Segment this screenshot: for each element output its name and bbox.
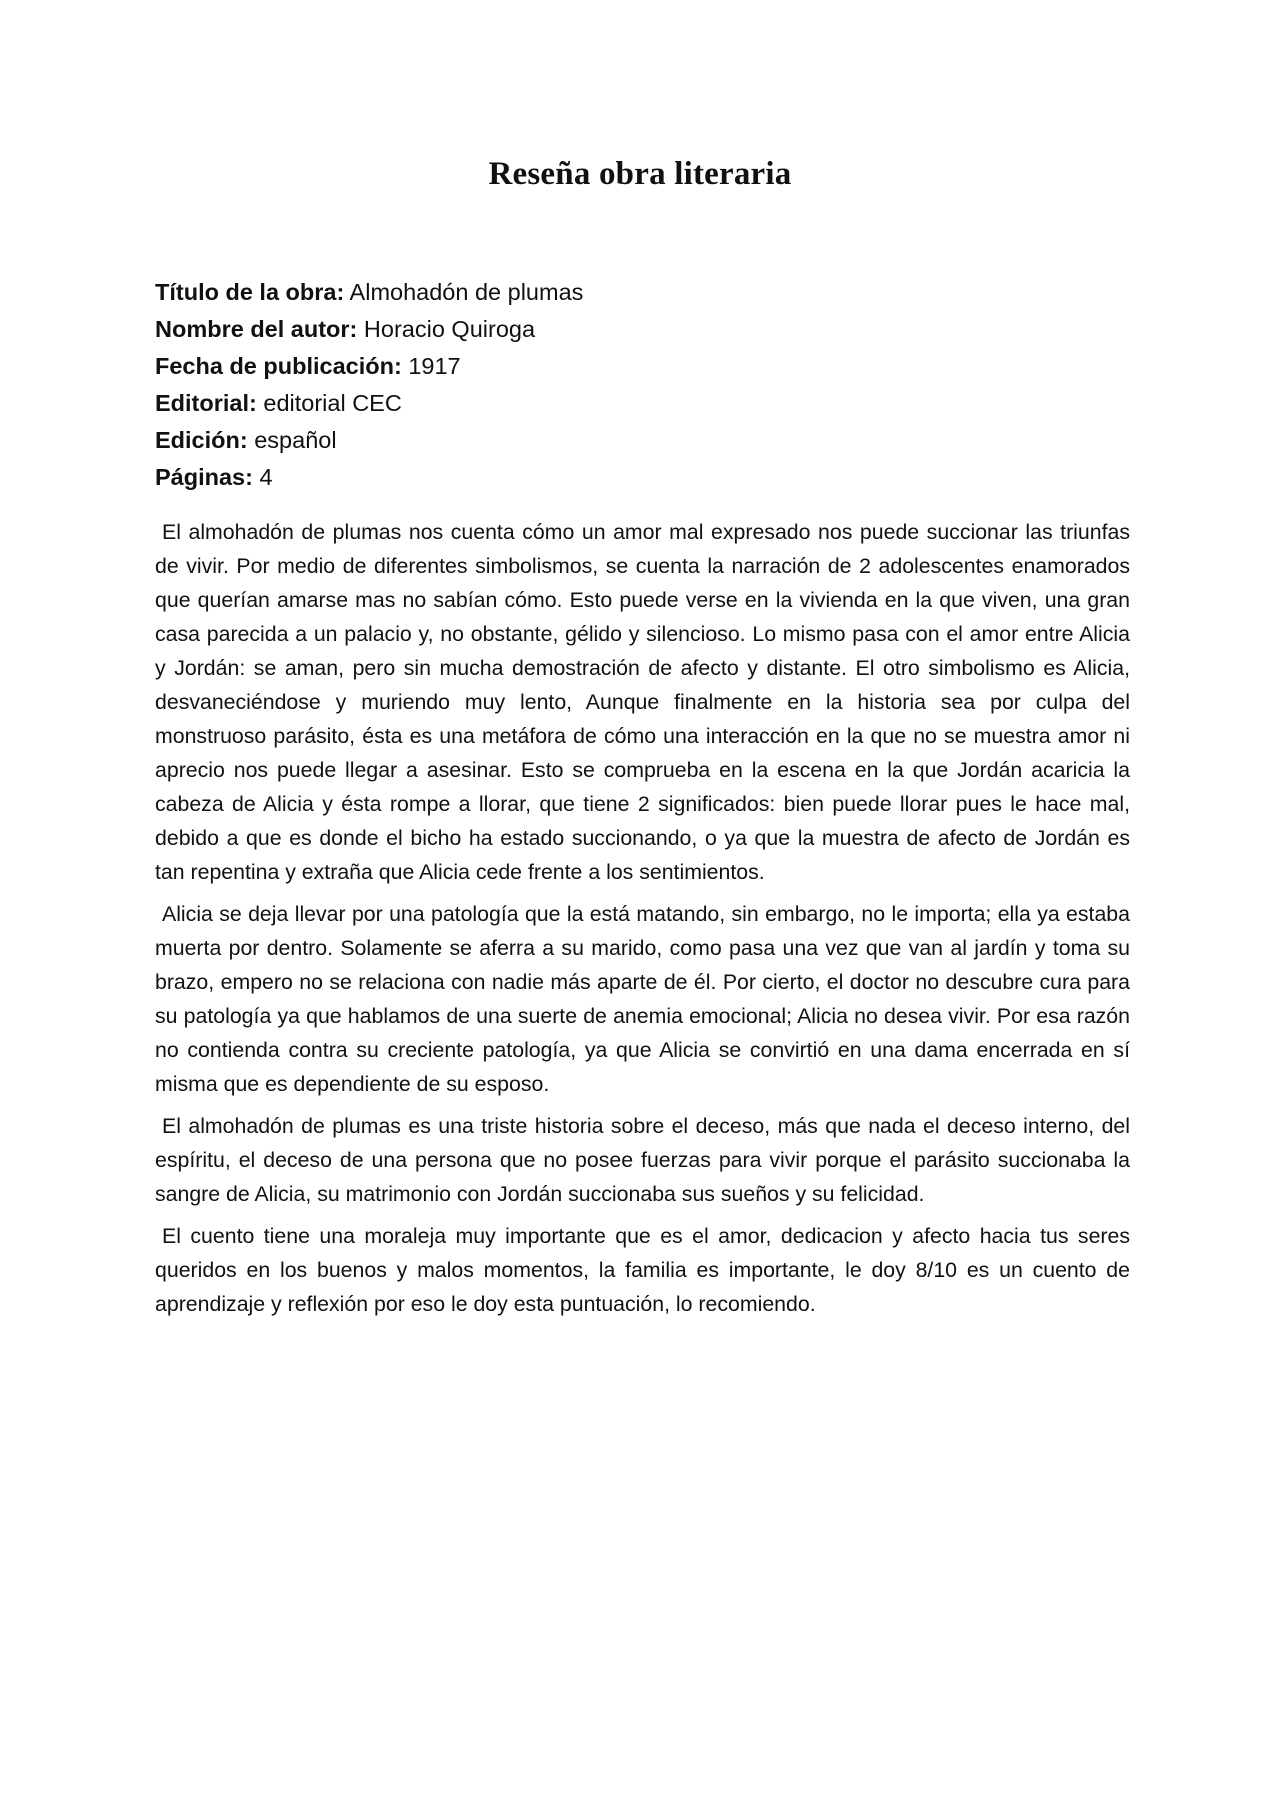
meta-row-publication-date <box>155 348 1135 385</box>
meta-label: Páginas: <box>155 464 253 490</box>
meta-value: 4 <box>259 464 273 490</box>
review-paragraph-4: El cuento tiene una moraleja muy importante que es el amor, dedicacion y afecto hacia tus seres queridos en los buenos y malos momentos, la familia es importante, le doy 8/10 es un cuento de aprendizaje y reflexión por eso le doy esta puntuación, lo recomiendo. <box>155 1224 1130 1316</box>
meta-value: español <box>254 427 337 453</box>
review-body <box>155 515 1130 1329</box>
review-paragraph-2: Alicia se deja llevar por una patología que la está matando, sin embargo, no le importa; ella ya estaba muerta por dentro. Solamente se aferra a su marido, como pasa una vez que van al jardín y toma su brazo, empero no se relaciona con nadie más aparte de él. Por cierto, el doctor no descubre cura para su patología ya que hablamos de una suerte de anemia emocional; Alicia no desea vivir. Por esa razón no contienda contra su creciente patología, ya que Alicia se convirtió en una dama encerrada en sí misma que es dependiente de su esposo. <box>155 902 1130 1096</box>
meta-row-edition <box>155 422 1135 459</box>
meta-row-title <box>155 274 1135 311</box>
review-paragraph-3: El almohadón de plumas es una triste historia sobre el deceso, más que nada el deceso interno, del espíritu, el deceso de una persona que no posee fuerzas para vivir porque el parásito succionaba la sangre de Alicia, su matrimonio con Jordán succionaba sus sueños y su felicidad. <box>155 1114 1130 1206</box>
meta-label: Título de la obra: <box>155 279 345 305</box>
book-details <box>155 274 1135 496</box>
meta-value: Horacio Quiroga <box>363 316 536 342</box>
meta-row-publisher <box>155 385 1135 422</box>
meta-value: editorial CEC <box>263 390 402 416</box>
meta-value: Almohadón de plumas <box>349 279 584 305</box>
page-title: Reseña obra literaria <box>488 156 792 192</box>
review-paragraph-1: El almohadón de plumas nos cuenta cómo un amor mal expresado nos puede succionar las triunfas de vivir. Por medio de diferentes simbolismos, se cuenta la narración de 2 adolescentes enamorados que querían amarse mas no sabían cómo. Esto puede verse en la vivienda en la que viven, una gran casa parecida a un palacio y, no obstante, gélido y silencioso. Lo mismo pasa con el amor entre Alicia y Jordán: se aman, pero sin mucha demostración de afecto y distante. El otro simbolismo es Alicia, desvaneciéndose y muriendo muy lento, Aunque finalmente en la historia sea por culpa del monstruoso parásito, ésta es una metáfora de cómo una interacción en la que no se muestra amor ni aprecio nos puede llegar a asesinar. Esto se comprueba en la escena en la que Jordán acaricia la cabeza de Alicia y ésta rompe a llorar, que tiene 2 significados: bien puede llorar pues le hace mal, debido a que es donde el bicho ha estado succionando, o ya que la muestra de afecto de Jordán es tan repentina y extraña que Alicia cede frente a los sentimientos. <box>155 520 1130 884</box>
meta-row-author <box>155 311 1135 348</box>
meta-row-pages <box>155 459 1135 496</box>
meta-label: Edición: <box>155 427 248 453</box>
meta-label: Nombre del autor: <box>155 316 358 342</box>
meta-label: Editorial: <box>155 390 257 416</box>
meta-value: 1917 <box>408 353 461 379</box>
meta-label: Fecha de publicación: <box>155 353 402 379</box>
